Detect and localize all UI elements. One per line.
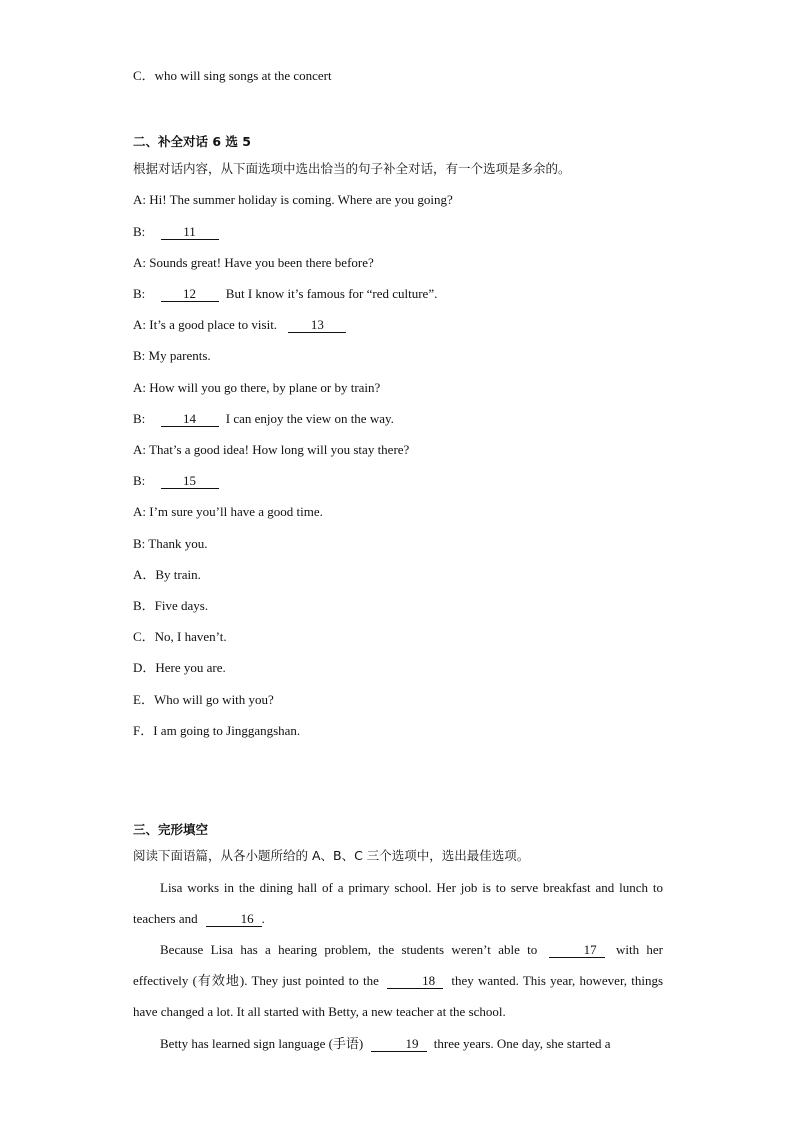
option-a: A．By train.: [133, 567, 201, 582]
answer-blank-12[interactable]: 12: [161, 287, 219, 302]
dialogue-line: [133, 317, 350, 333]
answer-blank-13[interactable]: 13: [288, 318, 346, 333]
option-e: E．Who will go with you?: [133, 692, 274, 707]
answer-blank-19[interactable]: 19: [371, 1037, 427, 1052]
passage-paragraph-3: [133, 1028, 663, 1059]
previous-option-c: C．who will sing songs at the concert: [133, 68, 332, 83]
passage-text: Because Lisa has a hearing problem, the students weren’t able to: [160, 942, 538, 957]
dialogue-line: B: My parents.: [133, 348, 211, 363]
passage-text: three years. One day, she started a: [433, 1036, 611, 1051]
option-b: B．Five days.: [133, 598, 209, 613]
answer-blank-15[interactable]: 15: [161, 474, 219, 489]
dialogue-line: [133, 286, 437, 302]
answer-blank-16[interactable]: 16: [206, 912, 262, 927]
speaker-label: B:: [133, 224, 146, 239]
dialogue-line: [133, 411, 394, 427]
option-f: F．I am going to Jinggangshan.: [133, 723, 301, 738]
dialogue-line: [133, 224, 223, 240]
section-3-instruction: 阅读下面语篇，从各小题所给的 A、B、C 三个选项中，选出最佳选项。: [133, 848, 530, 863]
dialogue-line: A: Sounds great! Have you been there before?: [133, 255, 374, 270]
section-2-instruction: 根据对话内容，从下面选项中选出恰当的句子补全对话，有一个选项是多余的。: [133, 161, 571, 176]
dialogue-line: A: I’m sure you’ll have a good time.: [133, 504, 323, 519]
answer-blank-18[interactable]: 18: [387, 974, 443, 989]
answer-blank-14[interactable]: 14: [161, 412, 219, 427]
passage-text: they wanted. This year, however, things have changed a lot. It all started with Betty, a new teacher at the school.: [133, 973, 664, 1019]
option-d: D．Here you are.: [133, 660, 226, 675]
option-c: C．No, I haven’t.: [133, 629, 227, 644]
section-3-title: 三、完形填空: [133, 822, 209, 837]
section-2-title: 二、补全对话 6 选 5: [133, 134, 251, 149]
dialogue-line: B: Thank you.: [133, 536, 208, 551]
dialogue-line: A: Hi! The summer holiday is coming. Where are you going?: [133, 192, 453, 207]
passage-text: .: [261, 911, 265, 926]
answer-blank-11[interactable]: 11: [161, 225, 219, 240]
dialogue-line: [133, 473, 223, 489]
passage-text: Lisa works in the dining hall of a primary school. Her job is to serve breakfast and lunch to teachers and: [133, 880, 663, 926]
answer-blank-17[interactable]: 17: [549, 943, 605, 958]
dialogue-text: But I know it’s famous for “red culture”.: [225, 286, 438, 301]
speaker-label: B:: [133, 286, 146, 301]
speaker-label: B:: [133, 411, 146, 426]
passage-text: Betty has learned sign language (手语): [160, 1036, 364, 1051]
dialogue-line: A: How will you go there, by plane or by train?: [133, 380, 381, 395]
speaker-label: B:: [133, 473, 146, 488]
dialogue-text: A: It’s a good place to visit.: [133, 317, 278, 332]
passage-paragraph-2: [133, 934, 663, 1027]
passage-paragraph-1: [133, 872, 663, 934]
passage-text: with her effectively (有效地). They just pointed to the: [133, 942, 664, 988]
dialogue-line: A: That’s a good idea! How long will you stay there?: [133, 442, 410, 457]
dialogue-text: I can enjoy the view on the way.: [225, 411, 394, 426]
